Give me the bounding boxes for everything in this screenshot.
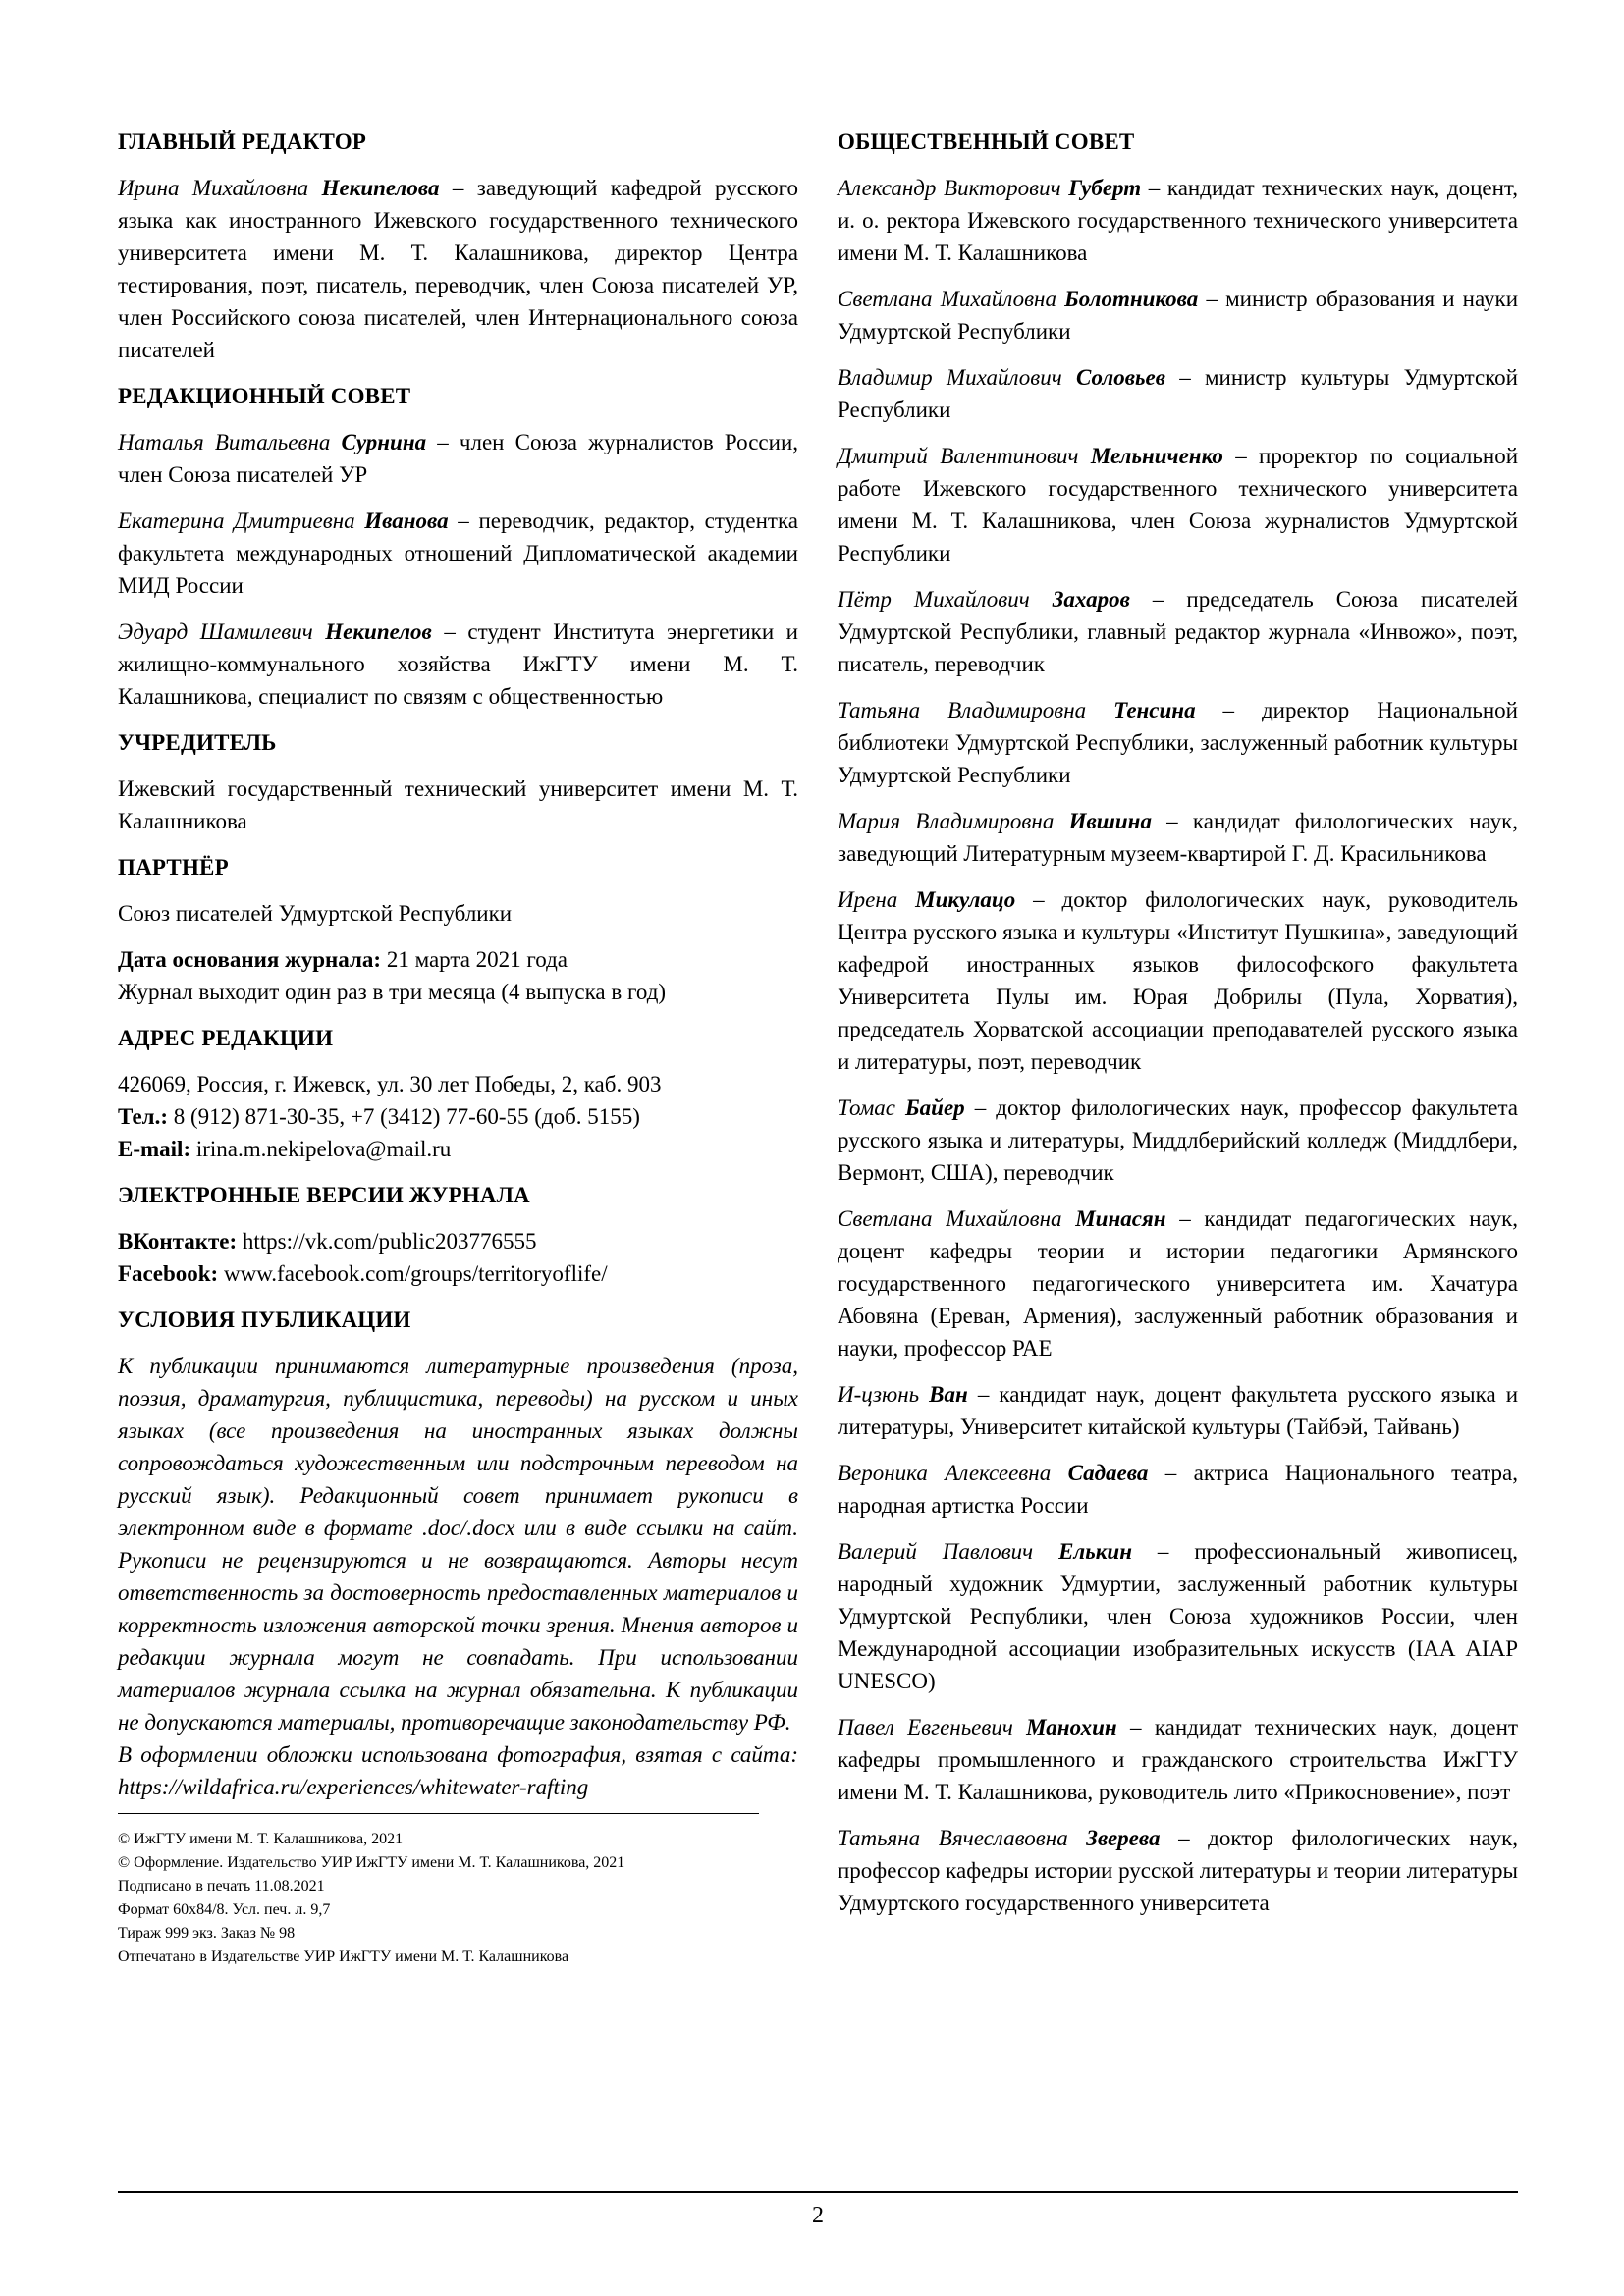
person-entry bbox=[838, 883, 1518, 1078]
person-entry bbox=[838, 1711, 1518, 1808]
person-surname: Соловьев bbox=[1076, 365, 1166, 390]
left-column bbox=[118, 126, 798, 1969]
person-surname: Елькин bbox=[1058, 1539, 1132, 1564]
address-street: 426069, Россия, г. Ижевск, ул. 30 лет Победы, 2, каб. 903 bbox=[118, 1072, 662, 1096]
person-name: Светлана Михайловна bbox=[838, 287, 1056, 311]
person-surname: Садаева bbox=[1067, 1461, 1149, 1485]
person-surname: Ившина bbox=[1068, 809, 1152, 833]
person-description: – кандидат педагогических наук, доцент кафедры теории и истории педагогики Армянского государственного педагогического университета им. Хачатура Абовяна (Ереван, Армения), заслуженный работник образования и науки, профессор РАЕ bbox=[838, 1206, 1519, 1361]
person-surname: Болотникова bbox=[1064, 287, 1199, 311]
vk-link[interactable]: https://vk.com/public203776555 bbox=[237, 1229, 537, 1254]
person-name: Александр Викторович bbox=[838, 176, 1061, 200]
person-surname: Мельниченко bbox=[1090, 444, 1223, 468]
facebook-link-line bbox=[118, 1257, 798, 1290]
person-surname: Губерт bbox=[1068, 176, 1142, 200]
founding-date-value: 21 марта 2021 года bbox=[381, 947, 568, 972]
person-description: – профессиональный живописец, народный художник Удмуртии, заслуженный работник культуры Удмуртской Республики, член Союза художников России, член Международной ассоциации изобразительных искусств (IAA AIAP UNESCO) bbox=[838, 1539, 1519, 1693]
page-number: 2 bbox=[812, 2203, 824, 2228]
person-surname: Некипелова bbox=[321, 176, 440, 200]
imprint-line: Тираж 999 экз. Заказ № 98 bbox=[118, 1925, 296, 1942]
phone-value: 8 (912) 871-30-35, +7 (3412) 77-60-55 (доб. 5155) bbox=[168, 1104, 640, 1129]
footer-divider bbox=[118, 2191, 1518, 2193]
imprint-line: © ИжГТУ имени М. Т. Калашникова, 2021 bbox=[118, 1831, 404, 1847]
electronic-versions-heading: ЭЛЕКТРОННЫЕ ВЕРСИИ ЖУРНАЛА bbox=[118, 1183, 530, 1207]
editorial-board-list bbox=[118, 426, 798, 713]
person-entry bbox=[838, 361, 1518, 426]
person-surname: Иванова bbox=[364, 508, 449, 533]
journal-masthead-page bbox=[118, 0, 1518, 2296]
person-name: Дмитрий Валентинович bbox=[838, 444, 1079, 468]
person-description: – актриса Национального театра, народная артистка России bbox=[838, 1461, 1519, 1518]
person-name: Томас bbox=[838, 1095, 895, 1120]
person-entry bbox=[838, 1092, 1518, 1189]
founding-date-label: Дата основания журнала: bbox=[118, 947, 382, 972]
person-name: Мария Владимировна bbox=[838, 809, 1055, 833]
person-entry bbox=[838, 1202, 1518, 1364]
person-name: Ирина Михайловна bbox=[118, 176, 309, 200]
person-entry bbox=[838, 172, 1518, 269]
person-entry bbox=[838, 1457, 1518, 1522]
address-email bbox=[118, 1133, 798, 1165]
person-name: Павел Евгеньевич bbox=[838, 1715, 1013, 1739]
facebook-link[interactable]: www.facebook.com/groups/territoryoflife/ bbox=[218, 1261, 608, 1286]
cover-photo-note: В оформлении обложки использована фотография, взятая с сайта: https://wildafrica.ru/experiences/whitewater-rafting bbox=[118, 1742, 798, 1799]
email-label: E-mail: bbox=[118, 1137, 191, 1161]
person-entry bbox=[838, 1378, 1518, 1443]
person-description: – кандидат наук, доцент факультета русского языка и литературы, Университет китайской культуры (Тайбэй, Тайвань) bbox=[838, 1382, 1518, 1439]
person-name: Татьяна Вячеславовна bbox=[838, 1826, 1068, 1850]
public-council-list bbox=[838, 172, 1518, 1919]
chief-editor-list bbox=[118, 172, 798, 366]
address-phone bbox=[118, 1100, 798, 1133]
person-name: Пётр Михайлович bbox=[838, 587, 1030, 612]
person-description: – переводчик, редактор, студентка факультета международных отношений Дипломатической академии МИД России bbox=[118, 508, 798, 598]
person-description: – кандидат филологических наук, заведующий Литературным музеем-квартирой Г. Д. Красильникова bbox=[838, 809, 1519, 866]
chief-editor-heading: ГЛАВНЫЙ РЕДАКТОР bbox=[118, 130, 367, 154]
person-surname: Некипелов bbox=[325, 619, 432, 644]
founding-date bbox=[118, 943, 798, 976]
person-surname: Ван bbox=[929, 1382, 968, 1407]
partner-text: Союз писателей Удмуртской Республики bbox=[118, 901, 513, 926]
person-name: И-цзюнь bbox=[838, 1382, 920, 1407]
person-surname: Микулацо bbox=[915, 887, 1016, 912]
person-surname: Захаров bbox=[1052, 587, 1130, 612]
person-entry bbox=[838, 1822, 1518, 1919]
person-description: – проректор по социальной работе Ижевского государственного технического университета имени М. Т. Калашникова, член Союза журналистов Удмуртской Республики bbox=[838, 444, 1519, 565]
person-name: Вероника Алексеевна bbox=[838, 1461, 1052, 1485]
publication-conditions-text: К публикации принимаются литературные произведения (проза, поэзия, драматургия, публицистика, переводы) на русском и иных языках (все произведения на иностранных языках должны сопровождаться художественным или подстрочным переводом на русский язык). Редакционный совет принимает рукописи в электронном виде в формате .doc/.docx или в виде ссылки на сайт. Рукописи не рецензируются и не возвращаются. Авторы несут ответственность за достоверность предоставленных материалов и корректность изложения авторской точки зрения. Мнения авторов и редакции журнала могут не совпадать. При использовании материалов журнала ссылка на журнал обязательна. К публикации не допускаются материалы, противоречащие законодательству РФ. bbox=[118, 1354, 798, 1735]
person-entry bbox=[838, 694, 1518, 791]
person-entry bbox=[838, 440, 1518, 569]
vk-label: ВКонтакте: bbox=[118, 1229, 238, 1254]
person-description: – доктор филологических наук, профессор факультета русского языка и литературы, Миддлберийский колледж (Миддлбери, Вермонт, США), переводчик bbox=[838, 1095, 1518, 1185]
person-description: – директор Национальной библиотеки Удмуртской Республики, заслуженный работник культуры Удмуртской Республики bbox=[838, 698, 1518, 787]
imprint-line: © Оформление. Издательство УИР ИжГТУ имени М. Т. Калашникова, 2021 bbox=[118, 1854, 625, 1871]
imprint-line: Отпечатано в Издательстве УИР ИжГТУ имени М. Т. Калашникова bbox=[118, 1949, 569, 1965]
vk-link-line bbox=[118, 1225, 798, 1257]
person-description: – кандидат технических наук, доцент, и. о. ректора Ижевского государственного технического университета имени М. Т. Калашникова bbox=[838, 176, 1518, 265]
right-column bbox=[838, 126, 1518, 1933]
imprint-line: Формат 60х84/8. Усл. печ. л. 9,7 bbox=[118, 1901, 331, 1918]
person-surname: Минасян bbox=[1075, 1206, 1166, 1231]
editorial-board-heading: РЕДАКЦИОННЫЙ СОВЕТ bbox=[118, 384, 411, 408]
person-entry bbox=[118, 426, 798, 491]
person-name: Татьяна Владимировна bbox=[838, 698, 1087, 722]
person-entry bbox=[118, 505, 798, 602]
founder-heading: УЧРЕДИТЕЛЬ bbox=[118, 730, 277, 755]
public-council-heading: ОБЩЕСТВЕННЫЙ СОВЕТ bbox=[838, 130, 1135, 154]
person-description: – кандидат технических наук, доцент кафедры промышленного и гражданского строительства ИжГТУ имени М. Т. Калашникова, руководитель лито «Прикосновение», поэт bbox=[838, 1715, 1518, 1804]
person-description: – член Союза журналистов России, член Союза писателей УР bbox=[118, 430, 799, 487]
person-name: Эдуард Шамилевич bbox=[118, 619, 313, 644]
person-surname: Зверева bbox=[1086, 1826, 1161, 1850]
person-description: – председатель Союза писателей Удмуртской Республики, главный редактор журнала «Инвожо», поэт, писатель, переводчик bbox=[838, 587, 1518, 676]
person-name: Наталья Витальевна bbox=[118, 430, 331, 454]
imprint-line: Подписано в печать 11.08.2021 bbox=[118, 1878, 325, 1895]
person-description: – министр культуры Удмуртской Республики bbox=[838, 365, 1518, 422]
person-entry bbox=[838, 283, 1518, 347]
person-name: Екатерина Дмитриевна bbox=[118, 508, 355, 533]
imprint-divider bbox=[118, 1813, 759, 1814]
person-surname: Байер bbox=[905, 1095, 965, 1120]
person-entry bbox=[838, 805, 1518, 870]
founder-text: Ижевский государственный технический университет имени М. Т. Калашникова bbox=[118, 776, 798, 833]
publication-conditions-heading: УСЛОВИЯ ПУБЛИКАЦИИ bbox=[118, 1308, 411, 1332]
person-description: – доктор филологических наук, профессор кафедры истории русской литературы и теории литературы Удмуртского государственного университета bbox=[838, 1826, 1518, 1915]
person-surname: Манохин bbox=[1026, 1715, 1117, 1739]
person-entry bbox=[118, 172, 798, 366]
person-description: – заведующий кафедрой русского языка как иностранного Ижевского государственного технического университета имени М. Т. Калашникова, директор Центра тестирования, поэт, писатель, переводчик, член Союза писателей УР, член Российского союза писателей, член Интернационального союза писателей bbox=[118, 176, 798, 362]
person-surname: Тенсина bbox=[1113, 698, 1196, 722]
email-value: irina.m.nekipelova@mail.ru bbox=[190, 1137, 452, 1161]
person-surname: Сурнина bbox=[341, 430, 427, 454]
phone-label: Тел.: bbox=[118, 1104, 168, 1129]
person-description: – студент Института энергетики и жилищно-коммунального хозяйства ИжГТУ имени М. Т. Калашникова, специалист по связям с общественностью bbox=[118, 619, 798, 709]
person-name: Владимир Михайлович bbox=[838, 365, 1062, 390]
person-name: Валерий Павлович bbox=[838, 1539, 1034, 1564]
partner-heading: ПАРТНЁР bbox=[118, 855, 229, 880]
person-entry bbox=[838, 1535, 1518, 1697]
imprint-block bbox=[118, 1828, 798, 1969]
person-name: Ирена bbox=[838, 887, 898, 912]
person-entry bbox=[118, 615, 798, 713]
person-description: – министр образования и науки Удмуртской Республики bbox=[838, 287, 1518, 344]
publication-frequency: Журнал выходит один раз в три месяца (4 выпуска в год) bbox=[118, 980, 667, 1004]
person-name: Светлана Михайловна bbox=[838, 1206, 1062, 1231]
facebook-label: Facebook: bbox=[118, 1261, 219, 1286]
address-heading: АДРЕС РЕДАКЦИИ bbox=[118, 1026, 334, 1050]
person-description: – доктор филологических наук, руководитель Центра русского языка и культуры «Институт Пушкина», заведующий кафедрой иностранных языков философского факультета Университета Пулы им. Юрая Добрилы (Пула, Хорватия), председатель Хорватской ассоциации преподавателей русского языка и литературы, поэт, переводчик bbox=[838, 887, 1518, 1074]
person-entry bbox=[838, 583, 1518, 680]
